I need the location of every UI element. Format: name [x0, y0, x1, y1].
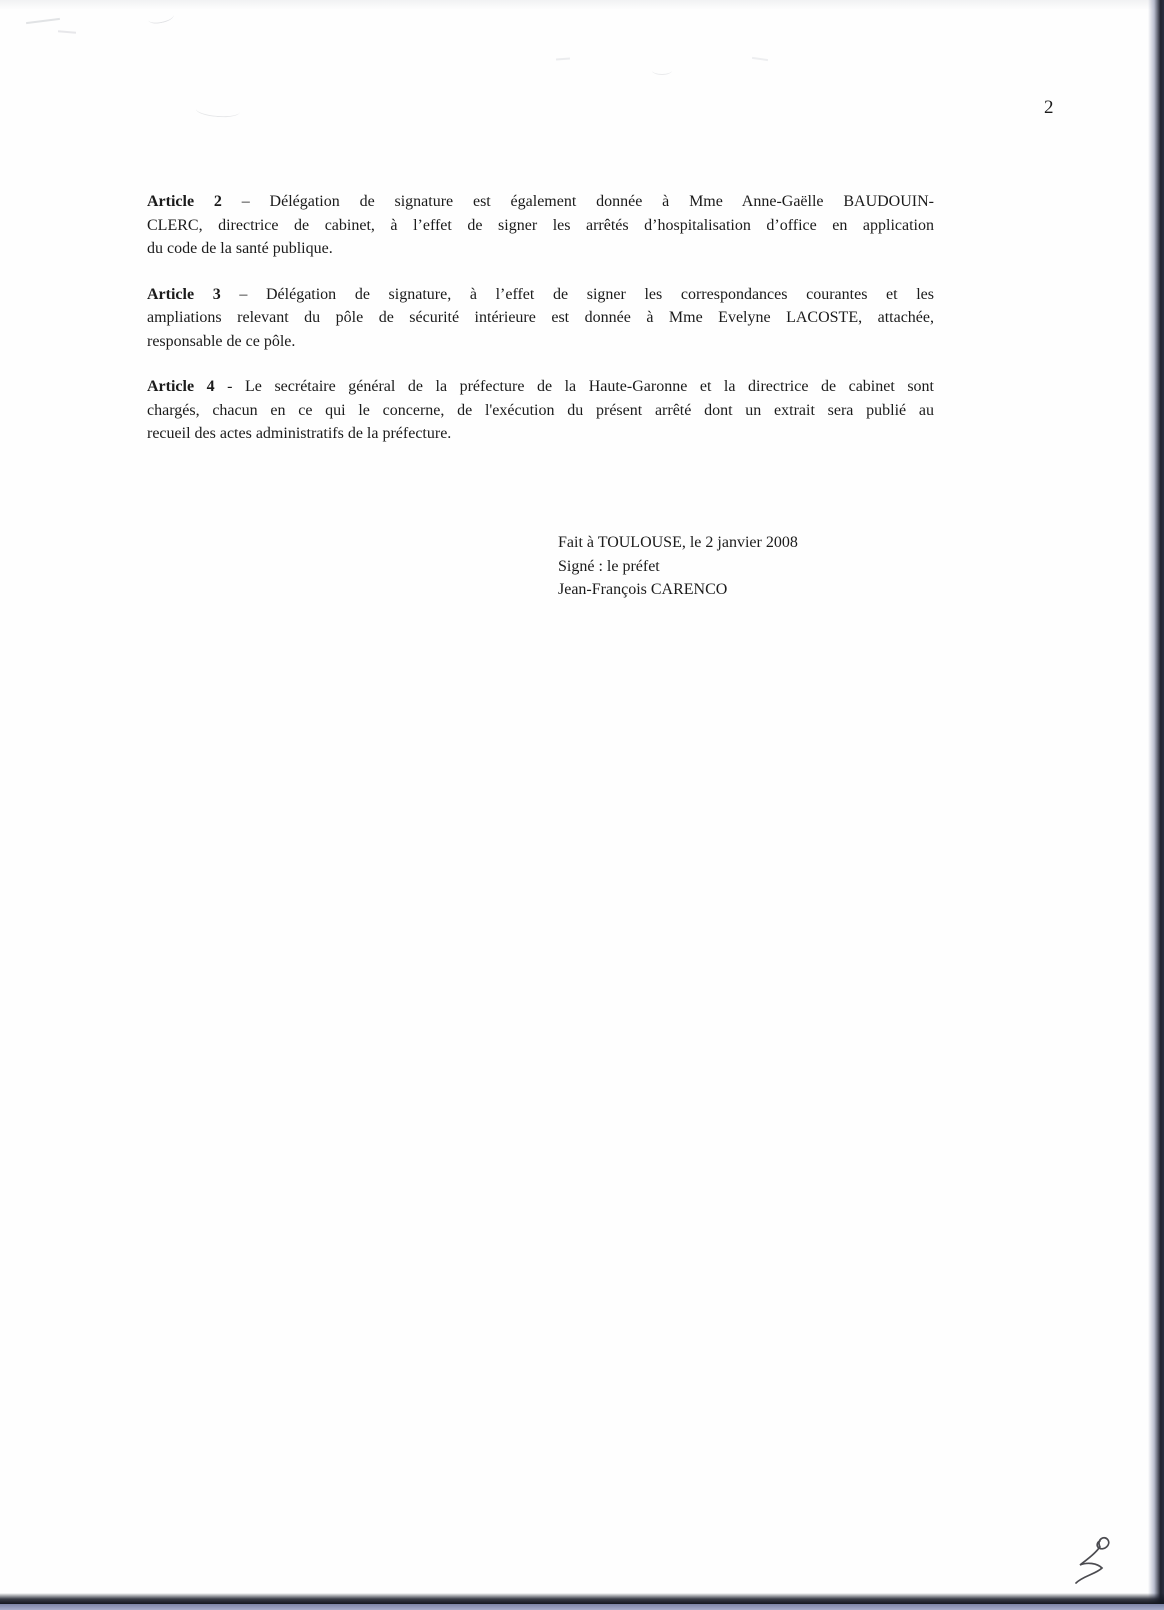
page-number: 2 — [1044, 97, 1054, 118]
scan-edge-top — [0, 0, 1164, 10]
signature-signed-by: Signé : le préfet — [558, 557, 660, 575]
article-4-paragraph — [147, 375, 934, 446]
article-3-label: Article 3 — [147, 285, 221, 303]
scan-noise-mark — [26, 18, 60, 24]
paragraph-line — [147, 375, 934, 399]
scan-noise-mark — [58, 30, 76, 34]
article-2-label: Article 2 — [147, 193, 222, 210]
scan-noise-mark — [147, 9, 175, 25]
document-body — [147, 190, 934, 468]
scan-edge-right — [1148, 0, 1164, 1610]
paragraph-line-text: ampliations relevant du pôle de sécurité intérieure est donnée à Mme Evelyne LACOSTE, attachée, — [147, 309, 934, 326]
article-4-label: Article 4 — [147, 378, 215, 395]
paragraph-line-text: - Le secrétaire général de la préfecture de la Haute-Garonne et la directrice de cabinet sont — [214, 378, 935, 395]
paragraph-line-text: – Délégation de signature est également donnée à Mme Anne-Gaëlle BAUDOUIN- — [221, 193, 935, 210]
scan-noise-mark — [196, 102, 241, 118]
signature-name: Jean-François CARENCO — [558, 581, 728, 598]
paragraph-line-text: responsable de ce pôle. — [147, 332, 296, 350]
paragraph-line — [147, 422, 934, 446]
scan-edge-bottom — [0, 1593, 1164, 1604]
paragraph-line — [147, 190, 934, 214]
paragraph-line — [147, 237, 934, 261]
paragraph-line-text: CLERC, directrice de cabinet, à l’effet de signer les arrêtés d’hospitalisation d’office en application — [147, 216, 934, 234]
paragraph-line — [147, 306, 934, 330]
scan-noise-mark — [652, 66, 672, 75]
signature-block — [558, 531, 798, 602]
paragraph-line — [147, 214, 934, 238]
scan-edge-bottom-strip — [0, 1604, 1164, 1610]
paragraph-line-text: chargés, chacun en ce qui le concerne, de l'exécution du présent arrêté dont un extrait sera publié au — [147, 401, 934, 419]
paragraph-line-text: du code de la santé publique. — [147, 240, 333, 257]
scan-noise-mark — [556, 58, 570, 61]
article-2-paragraph — [147, 190, 934, 261]
paragraph-line-text: – Délégation de signature, à l’effet de signer les correspondances courantes et les — [220, 285, 934, 303]
signature-place-date: Fait à TOULOUSE, le 2 janvier 2008 — [558, 534, 798, 551]
paragraph-line-text: recueil des actes administratifs de la préfecture. — [147, 425, 452, 442]
article-3-paragraph — [147, 283, 934, 354]
paragraph-line — [147, 283, 934, 307]
handwritten-paraphe-icon — [1066, 1534, 1112, 1590]
paragraph-line — [147, 399, 934, 423]
paragraph-line — [147, 330, 934, 354]
scan-noise-mark — [752, 57, 768, 61]
